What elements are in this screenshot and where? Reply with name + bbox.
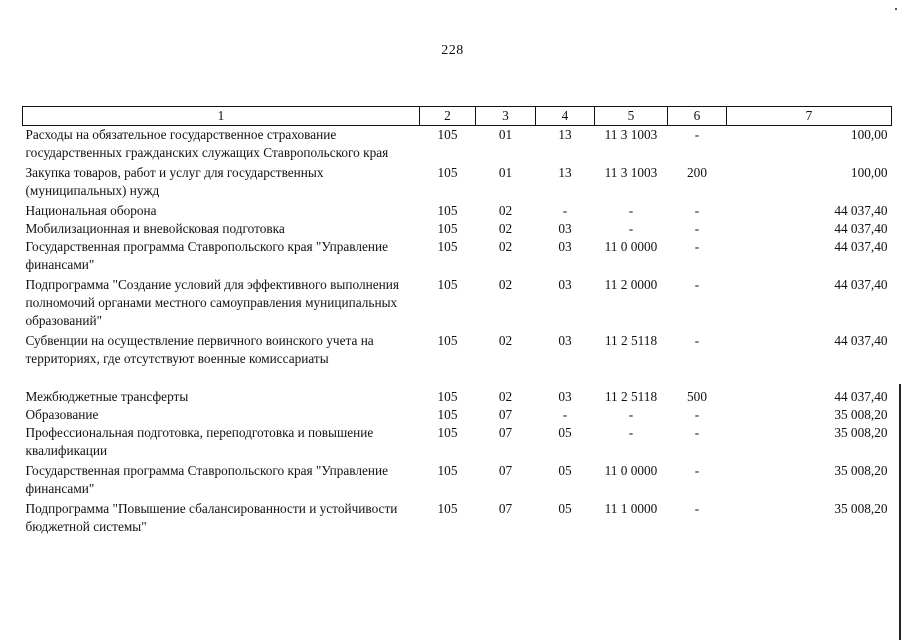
row-code-expense-type: - [694,239,700,254]
table-row [23,424,892,462]
table-row [23,500,892,536]
row-code-ministry: 105 [437,277,458,292]
row-amount: 35 008,20 [834,501,888,516]
row-amount: 44 037,40 [834,239,888,254]
row-code-target: - [628,203,634,218]
row-amount: 44 037,40 [834,221,888,236]
table-row [23,332,892,388]
column-header-6: 6 [668,107,727,126]
row-code-section: 07 [498,407,513,422]
column-header-2: 2 [420,107,476,126]
row-amount: 35 008,20 [834,407,888,422]
table-row [23,406,892,424]
table-row [23,238,892,276]
row-code-subsection: 03 [558,277,572,292]
row-code-expense-type: 500 [687,389,707,404]
row-amount: 100,00 [850,165,888,180]
page-number: 228 [441,43,464,58]
row-code-target: 11 2 0000 [604,277,658,292]
table-row [23,276,892,332]
row-name: Мобилизационная и вневойсковая подготовка [25,221,285,236]
row-code-ministry: 105 [437,407,458,422]
row-code-expense-type: - [694,501,700,516]
row-code-section: 02 [498,203,513,218]
row-code-target: - [628,407,634,422]
row-code-subsection: - [562,203,568,218]
row-code-expense-type: - [694,463,700,478]
row-code-section: 02 [498,221,513,236]
row-code-ministry: 105 [437,425,458,440]
header-row [23,107,892,126]
column-header-3: 3 [476,107,536,126]
row-code-expense-type: - [694,127,700,142]
row-code-section: 07 [498,463,513,478]
row-name: Субвенции на осуществление первичного воинского учета на территориях, где отсутствуют военные комиссариаты [25,333,374,366]
row-code-target: - [628,221,634,236]
row-code-section: 02 [498,389,513,404]
row-amount: 35 008,20 [834,463,888,478]
row-code-ministry: 105 [437,221,458,236]
row-name: Государственная программа Ставропольского края "Управление финансами" [25,239,389,272]
row-code-subsection: 05 [558,463,572,478]
row-code-expense-type: - [694,333,700,348]
row-code-ministry: 105 [437,127,458,142]
budget-table-container [22,106,891,536]
row-code-target: 11 3 1003 [604,165,658,180]
row-code-subsection: 03 [558,239,572,254]
row-code-section: 07 [498,425,513,440]
row-code-target: 11 1 0000 [604,501,658,516]
row-name: Подпрограмма "Повышение сбалансированности и устойчивости бюджетной системы" [25,501,398,534]
row-amount: 44 037,40 [834,203,888,218]
row-name: Межбюджетные трансферты [25,389,189,404]
table-row [23,462,892,500]
row-code-subsection: 13 [558,165,572,180]
row-code-expense-type: - [694,203,700,218]
column-header-1: 1 [23,107,420,126]
row-code-section: 07 [498,501,513,516]
row-code-subsection: 05 [558,501,572,516]
row-code-target: 11 0 0000 [604,463,658,478]
table-row [23,126,892,165]
column-header-7: 7 [727,107,892,126]
row-code-target: 11 2 5118 [604,389,658,404]
row-code-ministry: 105 [437,389,458,404]
row-code-ministry: 105 [437,501,458,516]
row-code-subsection: 13 [558,127,572,142]
column-header-5: 5 [595,107,668,126]
row-code-subsection: 03 [558,389,572,404]
row-code-expense-type: - [694,221,700,236]
row-code-expense-type: - [694,277,700,292]
row-code-subsection: - [562,407,568,422]
row-code-ministry: 105 [437,463,458,478]
row-name: Образование [25,407,99,422]
row-code-target: 11 2 5118 [604,333,658,348]
row-amount: 44 037,40 [834,333,888,348]
row-code-ministry: 105 [437,165,458,180]
row-code-ministry: 105 [437,239,458,254]
row-code-expense-type: - [694,407,700,422]
row-code-section: 02 [498,277,513,292]
row-name: Подпрограмма "Создание условий для эффективного выполнения полномочий органами местного самоуправления муниципальных образований" [25,277,399,328]
row-amount: 100,00 [850,127,888,142]
row-code-target: 11 0 0000 [604,239,658,254]
row-code-section: 01 [498,165,513,180]
row-name: Профессиональная подготовка, переподготовка и повышение квалификации [25,425,374,458]
budget-table [22,106,892,536]
table-row [23,220,892,238]
row-name: Государственная программа Ставропольского края "Управление финансами" [25,463,389,496]
row-code-section: 02 [498,239,513,254]
row-code-target: 11 3 1003 [604,127,658,142]
row-code-subsection: 05 [558,425,572,440]
row-name: Национальная оборона [25,203,157,218]
table-row [23,164,892,202]
row-code-target: - [628,425,634,440]
row-amount: 35 008,20 [834,425,888,440]
scan-speck [895,8,897,10]
row-name: Расходы на обязательное государственное страхование государственных гражданских служащих Ставропольского края [25,127,389,160]
row-code-expense-type: - [694,425,700,440]
row-amount: 44 037,40 [834,389,888,404]
row-name: Закупка товаров, работ и услуг для государственных (муниципальных) нужд [25,165,324,198]
row-code-ministry: 105 [437,203,458,218]
row-code-ministry: 105 [437,333,458,348]
scan-edge-line [899,384,901,640]
row-code-section: 01 [498,127,513,142]
row-code-expense-type: 200 [687,165,707,180]
row-amount: 44 037,40 [834,277,888,292]
row-code-section: 02 [498,333,513,348]
row-code-subsection: 03 [558,333,572,348]
table-row [23,202,892,220]
table-row [23,388,892,406]
row-code-subsection: 03 [558,221,572,236]
column-header-4: 4 [536,107,595,126]
